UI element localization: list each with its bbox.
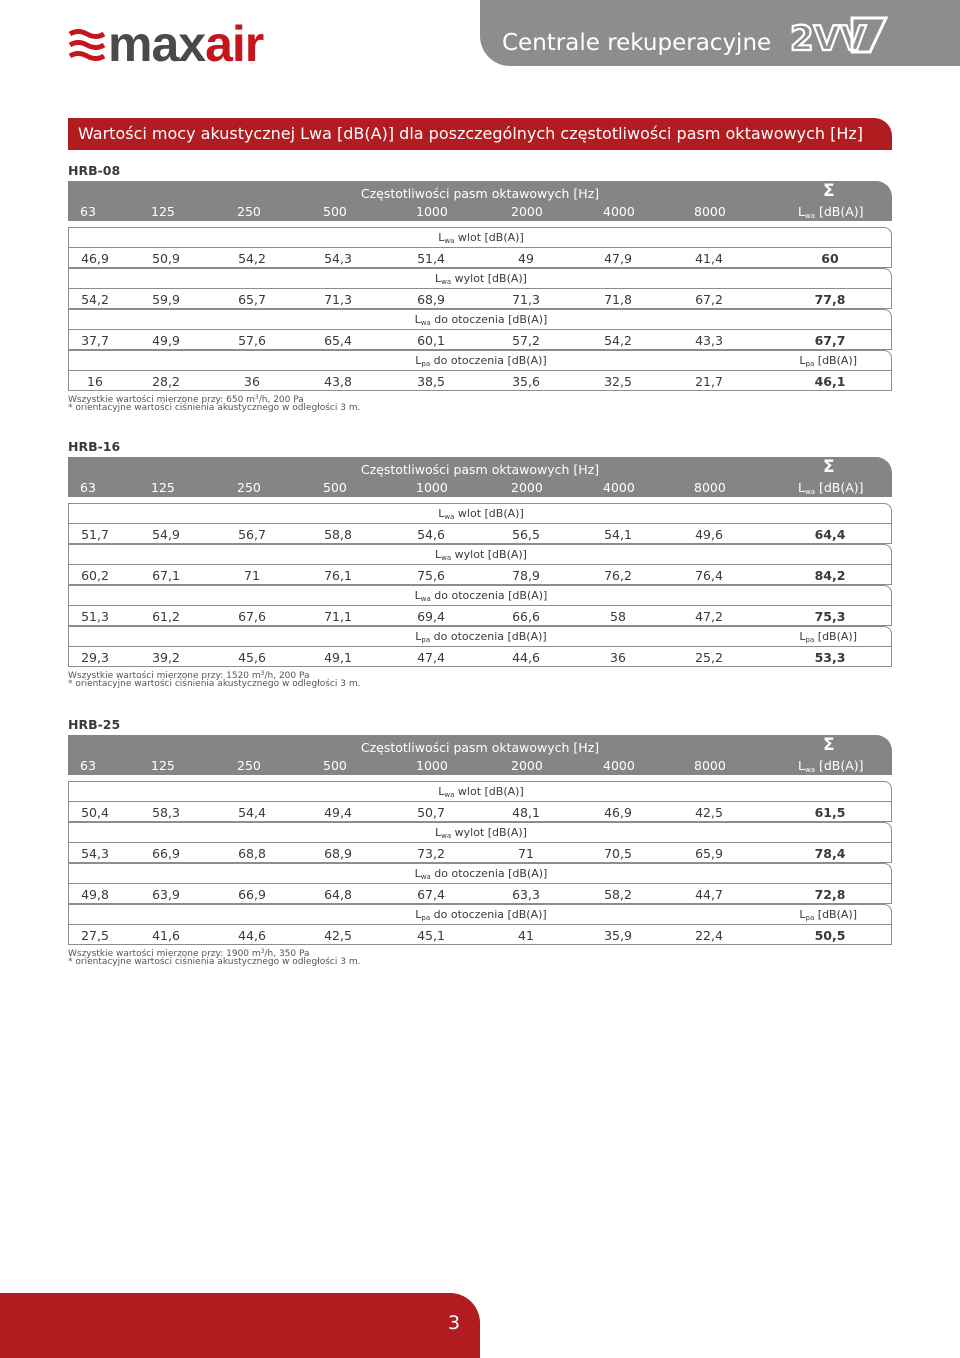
- sigma-symbol: Σ: [823, 457, 835, 477]
- label-row: [68, 904, 892, 924]
- pressure-note: * orientacyjne wartości ciśnienia akustycznego w odległości 3 m.: [68, 679, 361, 689]
- label-row: [68, 350, 892, 370]
- row-label: $L_{wa}$ wylot [dB(A)]: [435, 826, 527, 840]
- row-label: $L_{wa}$ do otoczenia [dB(A)]: [414, 589, 548, 603]
- section-title: Wartości mocy akustycznej Lwa [dB(A)] dla poszczególnych częstotliwości pasm oktawowych [Hz]: [78, 124, 864, 143]
- frequency-label: 500: [323, 204, 347, 219]
- table-header: [68, 181, 892, 221]
- table-row: [68, 842, 892, 863]
- value-cell: 35,9: [604, 928, 632, 943]
- total-cell: 46,1: [814, 374, 846, 389]
- value-cell: 49: [518, 251, 534, 266]
- table-block: [68, 717, 892, 977]
- total-cell: 75,3: [814, 609, 846, 624]
- value-cell: 46,9: [81, 251, 109, 266]
- row-label: $L_{wa}$ do otoczenia [dB(A)]: [414, 313, 548, 327]
- label-row: [68, 822, 892, 842]
- frequency-label: 125: [151, 480, 175, 495]
- subscript: wa: [444, 791, 455, 799]
- total-cell: 53,3: [814, 650, 846, 665]
- value-cell: 66,6: [512, 609, 540, 624]
- value-cell: 47,9: [604, 251, 632, 266]
- frequency-label: 8000: [694, 480, 726, 495]
- total-cell: 60: [821, 251, 839, 266]
- value-cell: 65,9: [695, 846, 723, 861]
- value-cell: 71,8: [604, 292, 632, 307]
- value-cell: 71,1: [324, 609, 352, 624]
- value-cell: 54,1: [604, 527, 632, 542]
- frequency-label: 250: [237, 204, 261, 219]
- table-block: [68, 439, 892, 699]
- total-cell: 84,2: [814, 568, 846, 583]
- frequency-label: 63: [80, 204, 96, 219]
- superscript: 3: [260, 948, 265, 955]
- value-cell: 16: [87, 374, 103, 389]
- row-label: $L_{wa}$ wlot [dB(A)]: [438, 231, 524, 245]
- value-cell: 25,2: [695, 650, 723, 665]
- subscript: wa: [441, 554, 452, 562]
- label-row: [68, 503, 892, 523]
- label-row: [68, 863, 892, 883]
- measurement-note: Wszystkie wartości mierzone przy: 1520 $m^3/h$, 200 Pa: [68, 670, 310, 681]
- value-cell: 56,5: [512, 527, 540, 542]
- frequency-label: 1000: [416, 758, 448, 773]
- table-header: [68, 735, 892, 775]
- value-cell: 54,3: [81, 846, 109, 861]
- value-cell: 29,3: [81, 650, 109, 665]
- frequency-label: 500: [323, 480, 347, 495]
- sum-label: $L_{wa}$ [dB(A)]: [798, 480, 864, 496]
- value-cell: 21,7: [695, 374, 723, 389]
- value-cell: 78,9: [512, 568, 540, 583]
- value-cell: 58: [610, 609, 626, 624]
- value-cell: 65,7: [238, 292, 266, 307]
- frequency-label: 63: [80, 480, 96, 495]
- table-row: [68, 288, 892, 309]
- total-cell: 72,8: [814, 887, 846, 902]
- value-cell: 71: [244, 568, 260, 583]
- value-cell: 41: [518, 928, 534, 943]
- value-cell: 42,5: [324, 928, 352, 943]
- value-cell: 68,9: [324, 846, 352, 861]
- logo-air: air: [205, 16, 264, 72]
- value-cell: 54,6: [417, 527, 445, 542]
- value-cell: 51,4: [417, 251, 445, 266]
- frequency-label: 2000: [511, 758, 543, 773]
- value-cell: 49,4: [324, 805, 352, 820]
- total-cell: 67,7: [814, 333, 846, 348]
- header-bar: [480, 0, 960, 66]
- row-label: $L_{wa}$ wylot [dB(A)]: [435, 548, 527, 562]
- value-cell: 47,4: [417, 650, 445, 665]
- value-cell: 76,2: [604, 568, 632, 583]
- label-row: [68, 309, 892, 329]
- frequency-label: 63: [80, 758, 96, 773]
- value-cell: 68,8: [238, 846, 266, 861]
- total-cell: 77,8: [814, 292, 846, 307]
- sum-label: $L_{wa}$ [dB(A)]: [798, 204, 864, 220]
- subscript: pa: [421, 636, 431, 644]
- value-cell: 43,3: [695, 333, 723, 348]
- value-cell: 49,8: [81, 887, 109, 902]
- value-cell: 67,2: [695, 292, 723, 307]
- value-cell: 38,5: [417, 374, 445, 389]
- value-cell: 47,2: [695, 609, 723, 624]
- footer-bar: [0, 1293, 480, 1358]
- value-cell: 54,2: [81, 292, 109, 307]
- row-label: $L_{pa}$ do otoczenia [dB(A)]: [415, 908, 547, 922]
- data-table: [68, 503, 892, 667]
- model-name: HRB-08: [68, 163, 121, 178]
- value-cell: 45,1: [417, 928, 445, 943]
- value-cell: 70,5: [604, 846, 632, 861]
- subscript: wa: [804, 766, 815, 774]
- value-cell: 73,2: [417, 846, 445, 861]
- frequency-label: 8000: [694, 204, 726, 219]
- total-cell: 50,5: [814, 928, 846, 943]
- frequency-label: 1000: [416, 204, 448, 219]
- value-cell: 71,3: [512, 292, 540, 307]
- data-table: [68, 781, 892, 945]
- label-row: [68, 227, 892, 247]
- sum-label: $L_{wa}$ [dB(A)]: [798, 758, 864, 774]
- value-cell: 49,9: [152, 333, 180, 348]
- value-cell: 49,1: [324, 650, 352, 665]
- value-cell: 76,1: [324, 568, 352, 583]
- value-cell: 76,4: [695, 568, 723, 583]
- superscript: 3: [260, 670, 265, 677]
- value-cell: 54,2: [604, 333, 632, 348]
- total-cell: 64,4: [814, 527, 846, 542]
- subscript: wa: [804, 488, 815, 496]
- value-cell: 54,2: [238, 251, 266, 266]
- value-cell: 67,6: [238, 609, 266, 624]
- table-header: [68, 457, 892, 497]
- subscript: pa: [805, 914, 815, 922]
- value-cell: 54,3: [324, 251, 352, 266]
- subscript: wa: [441, 278, 452, 286]
- value-cell: 68,9: [417, 292, 445, 307]
- value-cell: 50,4: [81, 805, 109, 820]
- value-cell: 67,1: [152, 568, 180, 583]
- subscript: pa: [421, 914, 431, 922]
- value-cell: 45,6: [238, 650, 266, 665]
- value-cell: 57,6: [238, 333, 266, 348]
- value-cell: 66,9: [238, 887, 266, 902]
- label-row: [68, 268, 892, 288]
- value-cell: 57,2: [512, 333, 540, 348]
- value-cell: 63,9: [152, 887, 180, 902]
- value-cell: 59,9: [152, 292, 180, 307]
- value-cell: 67,4: [417, 887, 445, 902]
- value-cell: 58,2: [604, 887, 632, 902]
- label-row: [68, 781, 892, 801]
- total-cell: 61,5: [814, 805, 846, 820]
- value-cell: 56,7: [238, 527, 266, 542]
- frequency-label: 500: [323, 758, 347, 773]
- frequency-heading: Częstotliwości pasm oktawowych [Hz]: [360, 740, 600, 755]
- table-block: [68, 163, 892, 423]
- superscript: 3: [254, 394, 259, 401]
- value-cell: 41,4: [695, 251, 723, 266]
- lpa-total-label: $L_{pa}$ [dB(A)]: [799, 630, 857, 644]
- table-row: [68, 523, 892, 544]
- label-row: [68, 626, 892, 646]
- page-number: 3: [448, 1312, 461, 1334]
- value-cell: 60,2: [81, 568, 109, 583]
- row-label: $L_{wa}$ wlot [dB(A)]: [438, 507, 524, 521]
- table-row: [68, 370, 892, 391]
- row-label: $L_{pa}$ do otoczenia [dB(A)]: [415, 630, 547, 644]
- label-row: [68, 585, 892, 605]
- frequency-label: 4000: [603, 480, 635, 495]
- partner-logo-text: 2VV: [790, 19, 867, 58]
- table-row: [68, 564, 892, 585]
- value-cell: 32,5: [604, 374, 632, 389]
- table-row: [68, 924, 892, 945]
- measurement-note: Wszystkie wartości mierzone przy: 650 $m^3/h$, 200 Pa: [68, 394, 304, 405]
- subscript: wa: [420, 595, 431, 603]
- frequency-label: 4000: [603, 204, 635, 219]
- value-cell: 51,3: [81, 609, 109, 624]
- total-cell: 78,4: [814, 846, 846, 861]
- frequency-label: 4000: [603, 758, 635, 773]
- table-row: [68, 329, 892, 350]
- label-row: [68, 544, 892, 564]
- value-cell: 44,6: [512, 650, 540, 665]
- subscript: wa: [444, 237, 455, 245]
- value-cell: 63,3: [512, 887, 540, 902]
- table-row: [68, 883, 892, 904]
- table-row: [68, 646, 892, 667]
- frequency-label: 2000: [511, 204, 543, 219]
- value-cell: 41,6: [152, 928, 180, 943]
- subscript: wa: [420, 319, 431, 327]
- value-cell: 22,4: [695, 928, 723, 943]
- frequency-label: 250: [237, 480, 261, 495]
- value-cell: 54,9: [152, 527, 180, 542]
- value-cell: 46,9: [604, 805, 632, 820]
- sigma-symbol: Σ: [823, 735, 835, 755]
- value-cell: 65,4: [324, 333, 352, 348]
- frequency-label: 2000: [511, 480, 543, 495]
- pressure-note: * orientacyjne wartości ciśnienia akustycznego w odległości 3 m.: [68, 957, 361, 967]
- row-label: $L_{wa}$ wylot [dB(A)]: [435, 272, 527, 286]
- value-cell: 36: [244, 374, 260, 389]
- value-cell: 48,1: [512, 805, 540, 820]
- value-cell: 69,4: [417, 609, 445, 624]
- model-name: HRB-16: [68, 439, 121, 454]
- value-cell: 64,8: [324, 887, 352, 902]
- value-cell: 44,7: [695, 887, 723, 902]
- frequency-heading: Częstotliwości pasm oktawowych [Hz]: [360, 186, 600, 201]
- value-cell: 44,6: [238, 928, 266, 943]
- value-cell: 35,6: [512, 374, 540, 389]
- value-cell: 50,7: [417, 805, 445, 820]
- measurement-note: Wszystkie wartości mierzone przy: 1900 $m^3/h$, 350 Pa: [68, 948, 310, 959]
- logo-max: max: [108, 16, 206, 72]
- frequency-label: 125: [151, 204, 175, 219]
- value-cell: 71,3: [324, 292, 352, 307]
- value-cell: 42,5: [695, 805, 723, 820]
- frequency-heading: Częstotliwości pasm oktawowych [Hz]: [360, 462, 600, 477]
- lpa-total-label: $L_{pa}$ [dB(A)]: [799, 354, 857, 368]
- value-cell: 66,9: [152, 846, 180, 861]
- table-row: [68, 247, 892, 268]
- section-title-bar: [68, 118, 892, 150]
- frequency-label: 1000: [416, 480, 448, 495]
- value-cell: 71: [518, 846, 534, 861]
- table-row: [68, 801, 892, 822]
- row-label: $L_{wa}$ do otoczenia [dB(A)]: [414, 867, 548, 881]
- pressure-note: * orientacyjne wartości ciśnienia akustycznego w odległości 3 m.: [68, 403, 361, 413]
- value-cell: 50,9: [152, 251, 180, 266]
- row-label: $L_{pa}$ do otoczenia [dB(A)]: [415, 354, 547, 368]
- page-title: Centrale rekuperacyjne: [502, 30, 772, 56]
- value-cell: 60,1: [417, 333, 445, 348]
- subscript: wa: [420, 873, 431, 881]
- value-cell: 49,6: [695, 527, 723, 542]
- subscript: wa: [804, 212, 815, 220]
- lpa-total-label: $L_{pa}$ [dB(A)]: [799, 908, 857, 922]
- subscript: pa: [421, 360, 431, 368]
- frequency-label: 8000: [694, 758, 726, 773]
- logo-waves-icon: [68, 28, 106, 62]
- subscript: pa: [805, 636, 815, 644]
- frequency-label: 125: [151, 758, 175, 773]
- subscript: wa: [444, 513, 455, 521]
- subscript: pa: [805, 360, 815, 368]
- frequency-label: 250: [237, 758, 261, 773]
- value-cell: 36: [610, 650, 626, 665]
- value-cell: 58,3: [152, 805, 180, 820]
- value-cell: 28,2: [152, 374, 180, 389]
- value-cell: 39,2: [152, 650, 180, 665]
- logo-wordmark: [108, 14, 263, 74]
- table-row: [68, 605, 892, 626]
- partner-logo-icon: [786, 12, 892, 58]
- data-table: [68, 227, 892, 391]
- value-cell: 51,7: [81, 527, 109, 542]
- value-cell: 54,4: [238, 805, 266, 820]
- value-cell: 58,8: [324, 527, 352, 542]
- subscript: wa: [441, 832, 452, 840]
- value-cell: 43,8: [324, 374, 352, 389]
- value-cell: 75,6: [417, 568, 445, 583]
- value-cell: 27,5: [81, 928, 109, 943]
- sigma-symbol: Σ: [823, 181, 835, 201]
- model-name: HRB-25: [68, 717, 121, 732]
- row-label: $L_{wa}$ wlot [dB(A)]: [438, 785, 524, 799]
- value-cell: 61,2: [152, 609, 180, 624]
- value-cell: 37,7: [81, 333, 109, 348]
